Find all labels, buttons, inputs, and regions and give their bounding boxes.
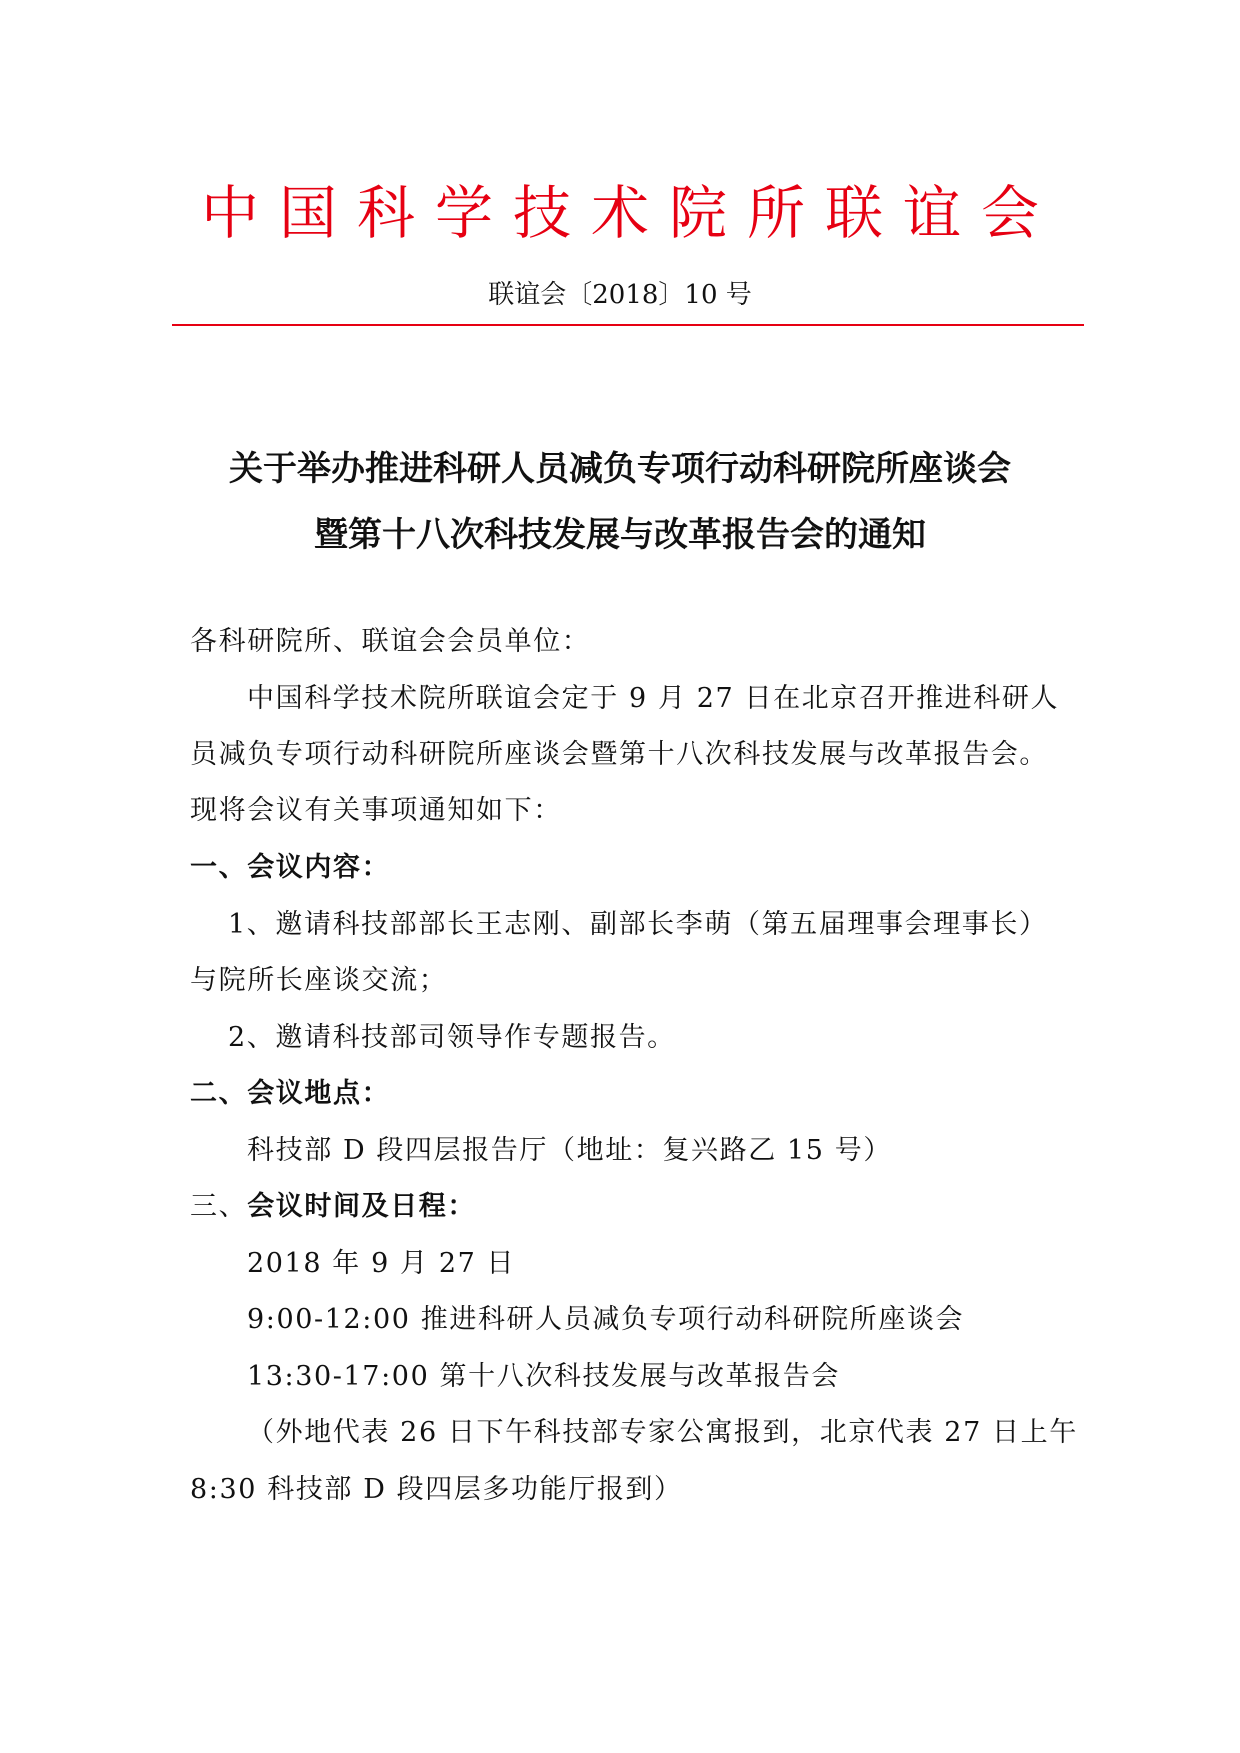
section-1-item-1-cont: 与院所长座谈交流； [190,965,448,996]
org-header: 中国科学技术院所联谊会 [200,179,1059,247]
intro-line-1: 中国科学技术院所联谊会定于 9 月 27 日在北京召开推进科研人 [247,683,1060,714]
section-2-heading: 二、会议地点： [190,1078,391,1109]
notice-title-line-2: 暨第十八次科技发展与改革报告会的通知 [314,515,926,555]
section-1-item-1: 1、邀请科技部部长王志刚、副部长李萌（第五届理事会理事长） [228,909,1048,940]
section-3-heading-prefix: 三、 [190,1191,248,1222]
registration-note-line-1: （外地代表 26 日下午科技部专家公寓报到，北京代表 27 日上午 [247,1417,1078,1448]
section-3-heading [190,1193,476,1220]
document-number: 联谊会〔2018〕10 号 [488,280,752,310]
section-1-item-2: 2、邀请科技部司领导作专题报告。 [228,1022,676,1053]
meeting-date: 2018 年 9 月 27 日 [247,1248,516,1279]
notice-title-line-1: 关于举办推进科研人员减负专项行动科研院所座谈会 [229,449,1011,489]
meeting-location: 科技部 D 段四层报告厅（地址：复兴路乙 15 号） [247,1135,892,1166]
section-1-heading: 一、会议内容： [190,852,391,883]
schedule-morning: 9:00-12:00 推进科研人员减负专项行动科研院所座谈会 [247,1304,965,1335]
schedule-afternoon: 13:30-17:00 第十八次科技发展与改革报告会 [247,1361,840,1392]
intro-line-3: 现将会议有关事项通知如下： [190,795,562,826]
section-3-heading-main: 会议时间及日程： [247,1191,477,1222]
red-divider-line [172,324,1084,326]
salutation: 各科研院所、联谊会会员单位： [190,626,591,657]
registration-note-line-2: 8:30 科技部 D 段四层多功能厅报到） [190,1474,683,1505]
intro-line-2: 员减负专项行动科研院所座谈会暨第十八次科技发展与改革报告会。 [190,739,1048,770]
